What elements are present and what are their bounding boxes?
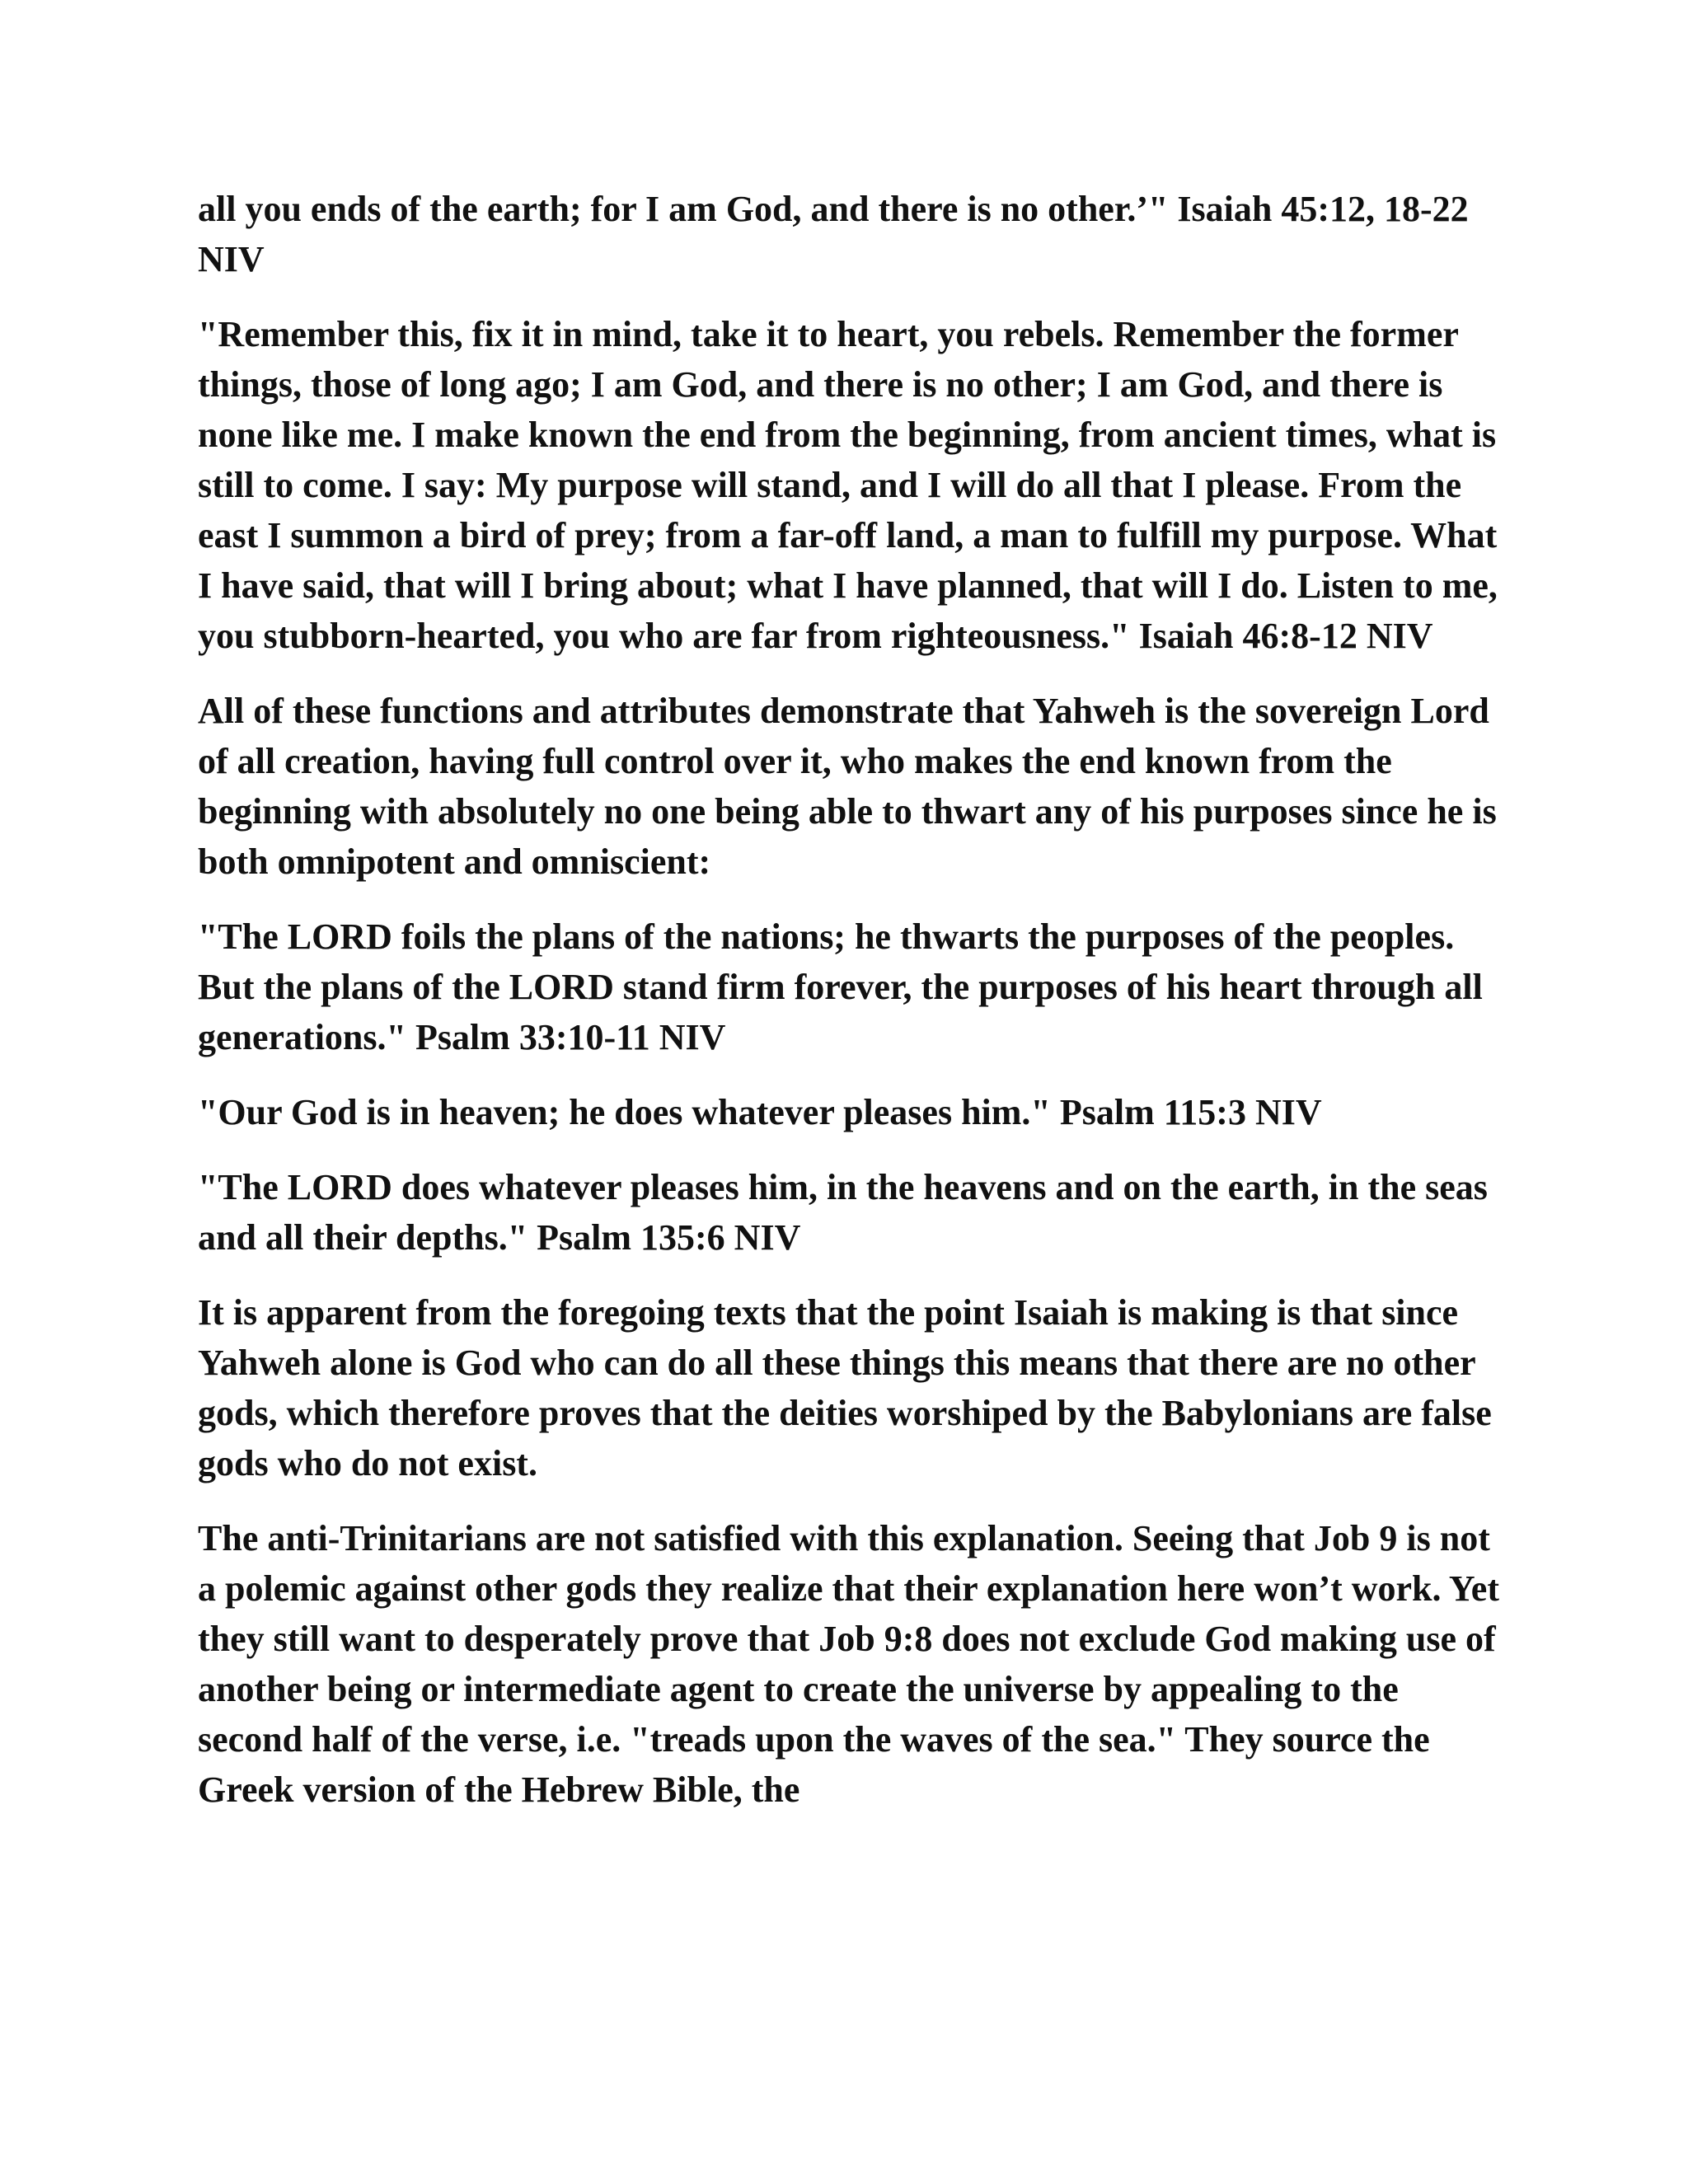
paragraph-sovereign-lord: All of these functions and attributes demonstrate that Yahweh is the sovereign Lord of all creation, having full control over it, who makes the end known from the beginning with absolutely no one being able to thwart any of his purposes since he is both omnipotent and omniscient: [198,691,1497,882]
body-text [198,184,1500,1840]
paragraph-psalm-115-quote: "Our God is in heaven; he does whatever pleases him." Psalm 115:3 NIV [198,1092,1322,1132]
paragraph-isaiah-46-quote: "Remember this, fix it in mind, take it to heart, you rebels. Remember the former things, those of long ago; I am God, and there is no other; I am God, and there is none like me. I make known the end from the beginning, from ancient times, what is still to come. I say: My purpose will stand, and I will do all that I please. From the east I summon a bird of prey; from a far-off land, a man to fulfill my purpose. What I have said, that will I bring about; what I have planned, that will I do. Listen to me, you stubborn-hearted, you who are far from righteousness." Isaiah 46:8-12 NIV [198,314,1498,656]
paragraph-isaiah-45-end: all you ends of the earth; for I am God, and there is no other.’" Isaiah 45:12, 18-22 NIV [198,189,1469,279]
paragraph-psalm-135-quote: "The LORD does whatever pleases him, in the heavens and on the earth, in the seas and all their depths." Psalm 135:6 NIV [198,1167,1488,1258]
paragraph-psalm-33-quote: "The LORD foils the plans of the nations; he thwarts the purposes of the peoples. But the plans of the LORD stand firm forever, the purposes of his heart through all generations." Psalm 33:10-11 NIV [198,916,1483,1057]
paragraph-isaiah-point: It is apparent from the foregoing texts that the point Isaiah is making is that since Yahweh alone is God who can do all these things this means that there are no other gods, which therefore proves that the deities worshiped by the Babylonians are false gods who do not exist. [198,1292,1492,1483]
paragraph-anti-trinitarians: The anti-Trinitarians are not satisfied with this explanation. Seeing that Job 9 is not a polemic against other gods they realize that their explanation here won’t work. Yet they still want to desperately prove that Job 9:8 does not exclude God making use of another being or intermediate agent to create the universe by appealing to the second half of the verse, i.e. "treads upon the waves of the sea." They source the Greek version of the Hebrew Bible, the [198,1518,1499,1810]
